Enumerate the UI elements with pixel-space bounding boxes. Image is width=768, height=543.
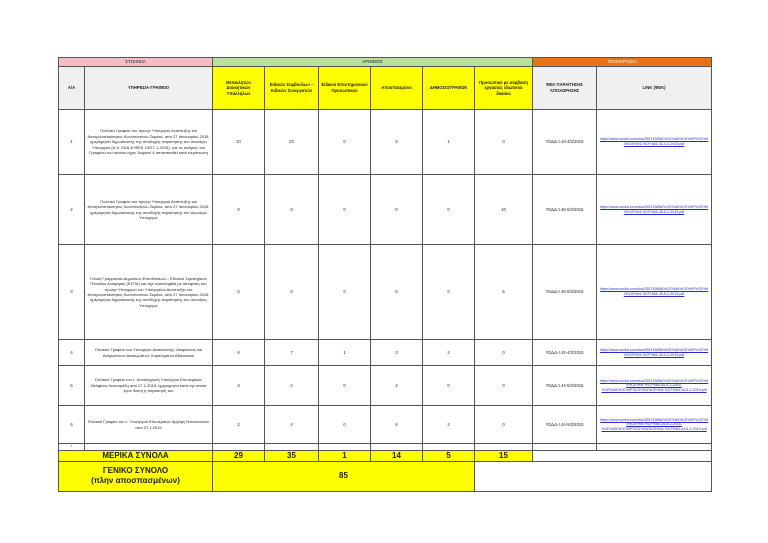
cell-eidikoi-symvouloi: 7 bbox=[265, 340, 319, 366]
total-dimosiografoi: 5 bbox=[423, 450, 475, 461]
data-table bbox=[58, 57, 712, 492]
grand-total-label: ΓΕΝΙΚΟ ΣΥΝΟΛΟ bbox=[102, 466, 169, 476]
cell-eidiko-epistimoniko: 0 bbox=[319, 175, 371, 245]
col-fek: ΦΕΚ ΠΑΡΑΙΤΗΣΗΣ ΑΠΟΧΩΡΗΣΗΣ bbox=[533, 67, 597, 110]
cell-link bbox=[597, 444, 712, 451]
cell-apospasmenoi: 0 bbox=[371, 245, 423, 340]
cell-eidikoi-symvouloi: 0 bbox=[265, 175, 319, 245]
cell-link[interactable]: https://www.scribd.com/doc/255743856/%CE%A5%CE%9F%CE%94%CE%94-%CF%84-45-5-2-2015.pdf bbox=[597, 245, 712, 340]
cell-aa: 4 bbox=[59, 340, 85, 366]
cell-service: Πολιτικό Γραφείο του πρώην Υπουργού Ανάπτυξης και Ανταγωνιστικότητας Κωνσταντίνου Σκρέκα, από 27 Ιανουαρίου 2015, ημερομηνία δημοσίευσης της αποδοχής παραίτησης του ανωτέρω Υπουργού (π.δ. 23/Α.Α'/ΦΕΚ 19/27-1-2015), για τις ανάγκες του Γραφείου του οποίου είχαν διαμετεί 4 αποσπασθεί κατά περίπτωση bbox=[85, 110, 213, 175]
cell-eidiko-epistimoniko: 0 bbox=[319, 110, 371, 175]
cell-dimosiografoi: 2 bbox=[423, 406, 475, 444]
cell-dimosiografoi: 2 bbox=[423, 340, 475, 366]
totals-blank bbox=[533, 450, 712, 461]
cell-fek: ΥΟΔΔ-τ.42-4/2/2015 bbox=[533, 340, 597, 366]
col-service: ΥΠΗΡΕΣΙΑ-ΓΡΑΦΕΙΟ bbox=[85, 67, 213, 110]
cell-service: Πολιτικό Γραφείο του τ. Υπουργού Εσωτερικών Αργύρη Ντινόπουλου από 27.1.2015 bbox=[85, 406, 213, 444]
cell-aa: 1 bbox=[59, 110, 85, 175]
table-row bbox=[59, 406, 712, 444]
group-arithmos: ΑΡΙΘΜΟΣ bbox=[213, 58, 533, 67]
cell-fek: ΥΟΔΔ-τ.45-5/2/2015 bbox=[533, 245, 597, 340]
cell-eidiko-epistimoniko bbox=[319, 444, 371, 451]
column-header-row bbox=[59, 67, 712, 110]
col-link: LINK (ΦΕΚ) bbox=[597, 67, 712, 110]
col-dimosiografoi: ΔΗΜΟΣΙΟΓΡΑΦΩΝ bbox=[423, 67, 475, 110]
cell-service: Πολιτικό Γραφείο του πρώην Υπουργού Ανάπτυξης και Ανταγωνιστικότητας Κωνσταντίνου Σκρέκα, από 27 Ιανουαρίου 2015, ημερομηνία δημοσίευσης της αποδοχής παραίτησης του ανωτέρω Υπουργού bbox=[85, 175, 213, 245]
col-symvasi: Προσωπικό με σύμβαση εργασίας ιδιωτικού δικαίου bbox=[475, 67, 533, 110]
group-header-row bbox=[59, 58, 712, 67]
cell-link[interactable]: https://www.scribd.com/doc/255743856/%CE%A5%CE%9F%CE%94%CE%94-%CF%84-44-5-2-2015-%CE%A5%CE%9F%CE%94%CE%94-%CF%84-44-5-2-2015.pdf bbox=[597, 406, 712, 444]
table-row bbox=[59, 245, 712, 340]
cell-symvasi: 0 bbox=[475, 110, 533, 175]
grand-total-row bbox=[59, 461, 712, 491]
total-eidikoi-symvouloi: 35 bbox=[265, 450, 319, 461]
cell-eidiko-epistimoniko: 0 bbox=[319, 366, 371, 406]
cell-eidiko-epistimoniko: 0 bbox=[319, 245, 371, 340]
cell-symvasi: 0 bbox=[475, 366, 533, 406]
group-teknhriosi: ΤΕΚΜΗΡΙΩΣΗ bbox=[533, 58, 712, 67]
col-metaklitoi: Μετακλητών Διοικητικών Υπαλλήλων bbox=[213, 67, 265, 110]
cell-metaklitoi: 6 bbox=[213, 340, 265, 366]
total-apospasmenoi: 14 bbox=[371, 450, 423, 461]
cell-link[interactable]: https://www.scribd.com/doc/255743856/%CE%A5%CE%9F%CE%94%CE%94-%CF%84-43-4-2-2015.pdf bbox=[597, 110, 712, 175]
cell-eidikoi-symvouloi: 22 bbox=[265, 110, 319, 175]
cell-aa: 7 bbox=[59, 444, 85, 451]
cell-fek: ΥΟΔΔ-τ.44-5/2/2015 bbox=[533, 406, 597, 444]
cell-eidiko-epistimoniko: 1 bbox=[319, 340, 371, 366]
cell-eidiko-epistimoniko: 0 bbox=[319, 406, 371, 444]
col-eidiko-epistimoniko: Ειδικού Επιστημονικού Προσωπικού bbox=[319, 67, 371, 110]
total-eidiko-epistimoniko: 1 bbox=[319, 450, 371, 461]
cell-dimosiografoi: 0 bbox=[423, 175, 475, 245]
cell-metaklitoi: 0 bbox=[213, 245, 265, 340]
cell-symvasi bbox=[475, 444, 533, 451]
cell-apospasmenoi: 2 bbox=[371, 366, 423, 406]
total-metaklitoi: 29 bbox=[213, 450, 265, 461]
cell-metaklitoi: 3 bbox=[213, 366, 265, 406]
cell-eidikoi-symvouloi: 0 bbox=[265, 245, 319, 340]
cell-apospasmenoi: 6 bbox=[371, 406, 423, 444]
grand-total-value: 85 bbox=[213, 461, 475, 491]
total-symvasi: 15 bbox=[475, 450, 533, 461]
cell-service bbox=[85, 444, 213, 451]
group-stoixeia: ΣΤΟΙΧΕΙΑ bbox=[59, 58, 213, 67]
cell-symvasi: 0 bbox=[475, 340, 533, 366]
cell-metaklitoi: 0 bbox=[213, 175, 265, 245]
col-aa: Α/Α bbox=[59, 67, 85, 110]
cell-apospasmenoi: 0 bbox=[371, 175, 423, 245]
cell-fek: ΥΟΔΔ-τ.43-4/2/2015 bbox=[533, 110, 597, 175]
table-row bbox=[59, 175, 712, 245]
cell-apospasmenoi: 5 bbox=[371, 110, 423, 175]
cell-metaklitoi bbox=[213, 444, 265, 451]
cell-symvasi: 5 bbox=[475, 245, 533, 340]
cell-dimosiografoi: 1 bbox=[423, 110, 475, 175]
cell-aa: 2 bbox=[59, 175, 85, 245]
col-eidikoi-symvouloi: Ειδικών Συμβούλων – Ειδικών Συνεργατών bbox=[265, 67, 319, 110]
cell-eidikoi-symvouloi: 2 bbox=[265, 366, 319, 406]
cell-fek: ΥΟΔΔ-τ.45-5/2/2015 bbox=[533, 175, 597, 245]
cell-metaklitoi: 10 bbox=[213, 110, 265, 175]
cell-symvasi: 0 bbox=[475, 406, 533, 444]
totals-label: ΜΕΡΙΚΑ ΣΥΝΟΛΑ bbox=[59, 450, 213, 461]
cell-service: Πολιτικό Γραφείο του Υπουργού Δικαιοσύνης, Διαφάνειας και Ανθρωπίνων Δικαιωμάτων Χαράλαμπου Αθανασίου bbox=[85, 340, 213, 366]
col-apospasmenoi: Αποσπασμένοι bbox=[371, 67, 423, 110]
cell-aa: 3 bbox=[59, 245, 85, 340]
cell-apospasmenoi: 3 bbox=[371, 340, 423, 366]
cell-aa: 6 bbox=[59, 406, 85, 444]
cell-symvasi: 10 bbox=[475, 175, 533, 245]
cell-aa: 5 bbox=[59, 366, 85, 406]
grand-total-blank bbox=[475, 461, 712, 491]
cell-fek: ΥΟΔΔ-τ.44-5/2/2015 bbox=[533, 366, 597, 406]
cell-link[interactable]: https://www.scribd.com/doc/255743856/%CE%A5%CE%9F%CE%94%CE%94-%CF%84-45-5-2-2015.pdf bbox=[597, 175, 712, 245]
cell-service: Γενική Γραμματεία Δημοσίων Επενδύσεων – Εθνικού Στρατηγικού Πλαισίου Αναφοράς (ΕΣΠΑ) και είχε προσληφθεί με απόφαση του πρώην Υπουργού του Υπουργείου Ανάπτυξης και Ανταγωνιστικότητας Κωνσταντίνου Σκρέκα, από 27 Ιανουαρίου 2015, ημερομηνία δημοσίευσης της αποδοχής παραίτησης του ανωτέρω Υπουργού bbox=[85, 245, 213, 340]
cell-eidikoi-symvouloi bbox=[265, 444, 319, 451]
cell-service: Πολιτικό Γραφείο του τ. Αναπληρωτή Υπουργού Εσωτερικών Θεόφιλου Λεονταρίδη από 27.1.2015, ημερομηνία κατά την οποία έγινε δεκτή η παραίτησή του bbox=[85, 366, 213, 406]
table-row bbox=[59, 366, 712, 406]
cell-dimosiografoi bbox=[423, 444, 475, 451]
table-row bbox=[59, 444, 712, 451]
grand-total-sublabel: (πλην αποσπασμένων) bbox=[91, 476, 180, 486]
cell-apospasmenoi bbox=[371, 444, 423, 451]
cell-link[interactable]: https://www.scribd.com/doc/255743856/%CE%A5%CE%9F%CE%94%CE%94-%CF%84-44-5-2-2015-%CE%A5%CE%9F%CE%94%CE%94-%CF%84-44-5-2-2015.pdf bbox=[597, 366, 712, 406]
cell-dimosiografoi: 0 bbox=[423, 245, 475, 340]
cell-fek bbox=[533, 444, 597, 451]
cell-metaklitoi: 2 bbox=[213, 406, 265, 444]
cell-link[interactable]: https://www.scribd.com/doc/255743856/%CE%A5%CE%9F%CE%94%CE%94-%CF%84-42-4-2-2015.pdf bbox=[597, 340, 712, 366]
grand-total-label-cell bbox=[59, 461, 213, 491]
cell-eidikoi-symvouloi: 4 bbox=[265, 406, 319, 444]
table-row bbox=[59, 340, 712, 366]
totals-row bbox=[59, 450, 712, 461]
table-row bbox=[59, 110, 712, 175]
cell-dimosiografoi: 0 bbox=[423, 366, 475, 406]
